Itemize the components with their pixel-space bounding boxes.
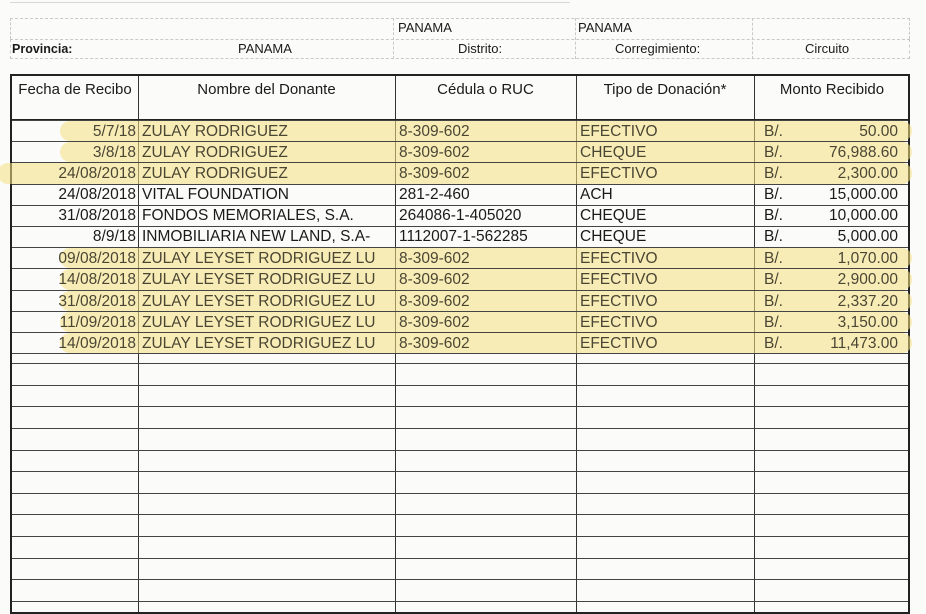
- empty-row-rule: [12, 536, 908, 537]
- empty-row-rule: [12, 514, 908, 515]
- row-cedula: 281-2-460: [399, 185, 470, 203]
- empty-row-rule: [12, 363, 908, 364]
- row-fecha: 31/08/2018: [58, 206, 136, 224]
- empty-row-rule: [12, 558, 908, 559]
- row-cedula: 8-309-602: [399, 165, 470, 183]
- row-fecha: 8/9/18: [92, 228, 136, 245]
- header-cedula: Cédula o RUC: [437, 81, 534, 98]
- row-tipo: EFECTIVO: [580, 271, 658, 289]
- row-rule: [12, 226, 908, 227]
- row-moneda: B/.: [764, 292, 783, 310]
- empty-row-rule: [12, 601, 908, 602]
- location-row-top: [10, 18, 910, 39]
- row-fecha: 3/8/18: [92, 144, 136, 162]
- row-nombre: ZULAY LEYSET RODRIGUEZ LU: [142, 271, 376, 289]
- row-moneda: B/.: [764, 313, 783, 331]
- table-row: [12, 311, 908, 333]
- row-cedula: 8-309-602: [399, 313, 470, 331]
- table-row: [12, 290, 908, 312]
- row-rule: [12, 268, 908, 269]
- row-monto: 10,000.00: [829, 206, 898, 224]
- row-rule: [12, 141, 908, 142]
- row-moneda: B/.: [764, 123, 783, 140]
- row-tipo: EFECTIVO: [580, 313, 658, 331]
- loc-divider-3: [752, 18, 753, 59]
- top-rule: [10, 2, 570, 3]
- row-nombre: ZULAY LEYSET RODRIGUEZ LU: [142, 250, 376, 268]
- header-nombre: Nombre del Donante: [197, 81, 336, 98]
- header-tipo: Tipo de Donación*: [603, 81, 727, 98]
- row-fecha: 5/7/18: [92, 123, 136, 140]
- row-monto: 2,900.00: [837, 271, 898, 289]
- empty-row-rule: [12, 493, 908, 494]
- table-row: [12, 120, 908, 142]
- row-cedula: 8-309-602: [399, 271, 470, 289]
- donation-table: [10, 74, 910, 614]
- row-fecha: 31/08/2018: [58, 292, 136, 310]
- row-moneda: B/.: [764, 271, 783, 289]
- row-nombre: ZULAY LEYSET RODRIGUEZ LU: [142, 335, 376, 352]
- header-monto: Monto Recibido: [779, 81, 885, 98]
- row-moneda: B/.: [764, 335, 783, 352]
- row-rule: [12, 205, 908, 206]
- row-rule: [12, 184, 908, 185]
- row-fecha: 09/08/2018: [58, 250, 136, 268]
- table-row: [12, 268, 908, 290]
- row-tipo: CHEQUE: [580, 228, 647, 245]
- row-cedula: 8-309-602: [399, 144, 470, 162]
- row-tipo: EFECTIVO: [580, 165, 658, 183]
- row-monto: 76,988.60: [829, 144, 898, 162]
- row-monto: 1,070.00: [837, 250, 898, 268]
- row-monto: 50.00: [859, 123, 898, 140]
- row-moneda: B/.: [764, 185, 783, 203]
- table-row: [12, 332, 908, 354]
- row-cedula: 8-309-602: [399, 123, 470, 140]
- row-moneda: B/.: [764, 228, 783, 245]
- row-nombre: VITAL FOUNDATION: [142, 185, 289, 203]
- row-cedula: 8-309-602: [399, 250, 470, 268]
- empty-row-rule: [12, 450, 908, 451]
- row-cedula: 8-309-602: [399, 292, 470, 310]
- table-row: [12, 226, 908, 247]
- row-tipo: EFECTIVO: [580, 250, 658, 268]
- row-monto: 11,473.00: [830, 335, 898, 352]
- empty-row-rule: [12, 579, 908, 580]
- row-moneda: B/.: [764, 144, 783, 162]
- empty-row-rule: [12, 406, 908, 407]
- row-nombre: ZULAY RODRIGUEZ: [142, 144, 288, 162]
- row-monto: 15,000.00: [829, 185, 898, 203]
- row-nombre: INMOBILIARIA NEW LAND, S.A-: [142, 228, 371, 245]
- loc-divider-2: [575, 18, 576, 59]
- row-tipo: EFECTIVO: [580, 123, 658, 140]
- row-fecha: 14/08/2018: [58, 271, 136, 289]
- row-rule: [12, 353, 908, 354]
- row-fecha: 11/09/2018: [59, 313, 136, 331]
- row-tipo: CHEQUE: [580, 144, 647, 162]
- location-header: [10, 18, 910, 60]
- row-cedula: 8-309-602: [399, 335, 470, 352]
- row-moneda: B/.: [764, 250, 783, 268]
- row-nombre: FONDOS MEMORIALES, S.A.: [142, 206, 354, 224]
- row-nombre: ZULAY LEYSET RODRIGUEZ LU: [142, 292, 376, 310]
- row-monto: 5,000.00: [837, 228, 898, 245]
- row-tipo: EFECTIVO: [580, 335, 658, 352]
- row-cedula: 1112007-1-562285: [399, 228, 528, 245]
- table-row: [12, 141, 908, 163]
- table-row: [12, 184, 908, 205]
- circuito-label: Circuito: [805, 41, 850, 56]
- loc-divider-1: [393, 18, 394, 59]
- row-nombre: ZULAY LEYSET RODRIGUEZ LU: [142, 313, 376, 331]
- row-fecha: 14/09/2018: [58, 335, 136, 352]
- row-rule: [12, 290, 908, 291]
- corregimiento-label: Corregimiento:: [615, 41, 701, 56]
- row-rule: [12, 332, 908, 333]
- top-distrito-value: PANAMA: [398, 20, 452, 35]
- row-fecha: 24/08/2018: [58, 185, 136, 203]
- row-cedula: 264086-1-405020: [399, 206, 522, 224]
- table-row: [12, 205, 908, 226]
- empty-row-rule: [12, 428, 908, 429]
- empty-row-rule: [12, 385, 908, 386]
- row-fecha: 24/08/2018: [58, 165, 136, 183]
- empty-row-rule: [12, 471, 908, 472]
- row-monto: 2,300.00: [837, 165, 898, 183]
- row-nombre: ZULAY RODRIGUEZ: [142, 123, 288, 140]
- table-row: [12, 247, 908, 269]
- row-moneda: B/.: [764, 206, 783, 224]
- distrito-label: Distrito:: [458, 41, 503, 56]
- row-tipo: CHEQUE: [580, 206, 647, 224]
- header-fecha: Fecha de Recibo: [18, 81, 132, 98]
- table-row: [12, 162, 908, 184]
- row-moneda: B/.: [764, 165, 783, 183]
- row-rule: [12, 162, 908, 163]
- top-corregimiento-value: PANAMA: [578, 20, 632, 35]
- provincia-label: Provincia:: [12, 42, 73, 56]
- row-rule: [12, 247, 908, 248]
- row-nombre: ZULAY RODRIGUEZ: [142, 165, 288, 183]
- row-tipo: ACH: [580, 185, 613, 203]
- row-tipo: EFECTIVO: [580, 292, 658, 310]
- provincia-value: PANAMA: [238, 41, 292, 56]
- row-rule: [12, 311, 908, 312]
- row-monto: 2,337.20: [837, 292, 898, 310]
- row-monto: 3,150.00: [837, 313, 898, 331]
